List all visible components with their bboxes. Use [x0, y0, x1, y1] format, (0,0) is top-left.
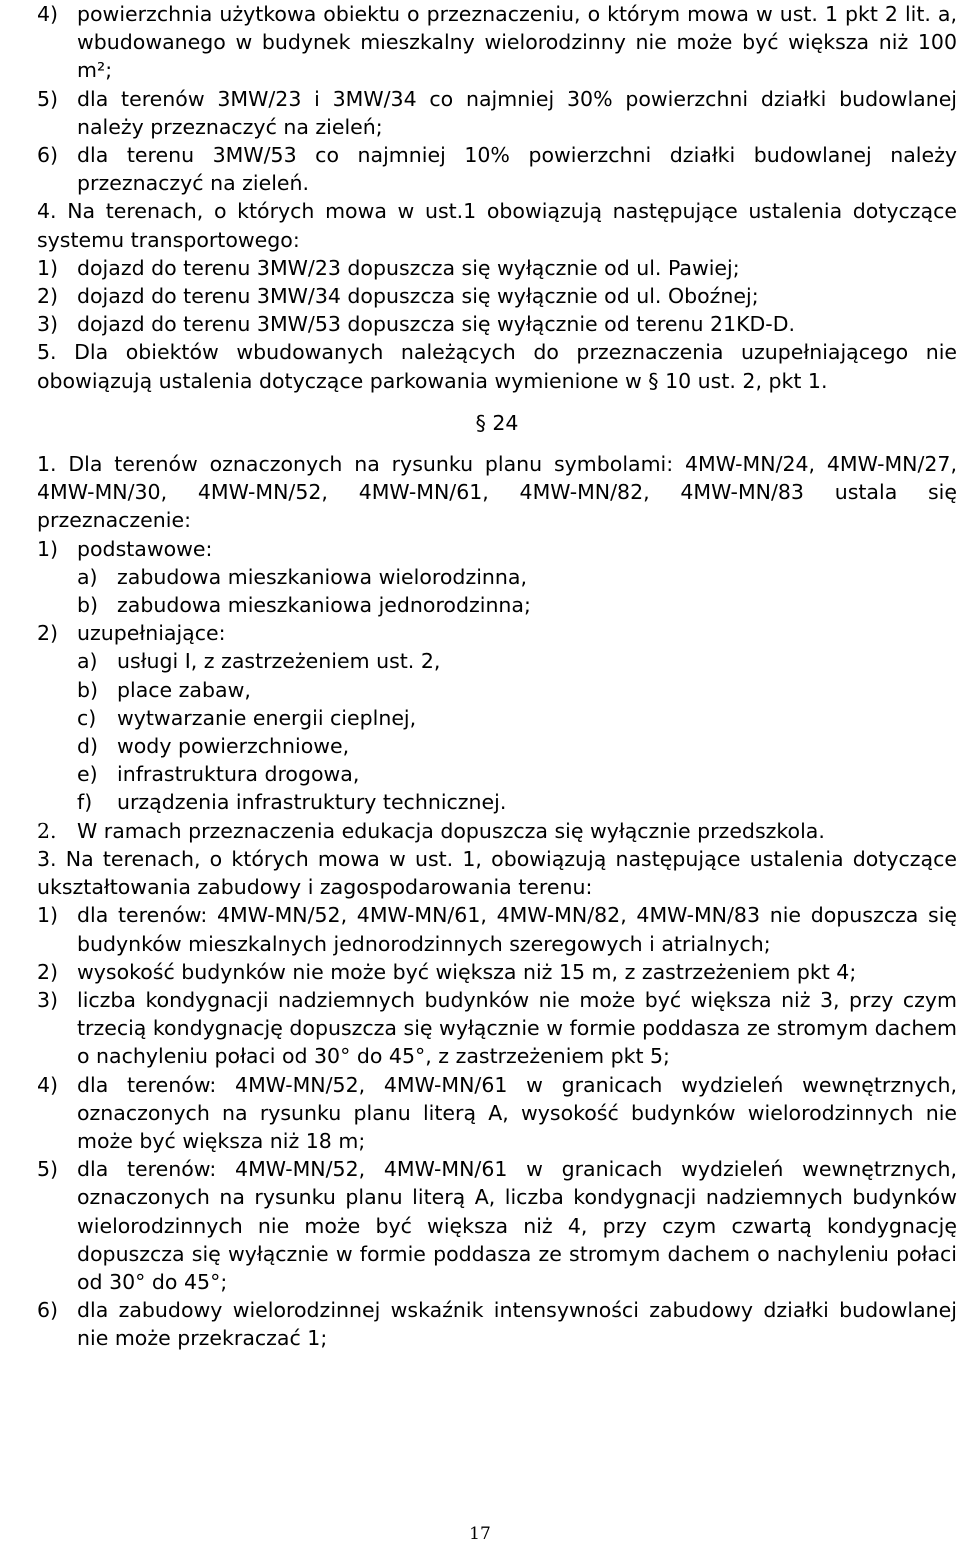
list-item	[77, 788, 957, 816]
list-item	[77, 676, 957, 704]
list-item	[37, 254, 957, 282]
item-text: powierzchnia użytkowa obiektu o przeznaczeniu, o którym mowa w ust. 1 pkt 2 lit. a, wbudowanego w budynek mieszkalny wielorodzinny nie może być większa niż 100 m²;	[77, 2, 957, 83]
list-item	[37, 141, 957, 197]
item-number: a)	[77, 649, 98, 674]
item-number: b)	[77, 593, 99, 618]
list-item	[77, 591, 957, 619]
document-body	[37, 0, 957, 1353]
item-text: infrastruktura drogowa,	[117, 762, 360, 787]
item-number: e)	[77, 762, 98, 787]
development-rules-list	[37, 901, 957, 1352]
item-number: 3)	[37, 312, 59, 337]
list-item	[37, 1155, 957, 1296]
item-text: uzupełniające:	[77, 621, 226, 646]
item-text: W ramach przeznaczenia edukacja dopuszcza się wyłącznie przedszkola.	[77, 818, 825, 843]
list-item	[37, 1296, 957, 1352]
supplementary-purpose-list	[77, 647, 957, 816]
item-text: dojazd do terenu 3MW/23 dopuszcza się wyłącznie od ul. Pawiej;	[77, 255, 740, 280]
list-item	[77, 647, 957, 675]
item-text: zabudowa mieszkaniowa wielorodzinna,	[117, 564, 527, 589]
list-item	[77, 704, 957, 732]
item-text: wytwarzanie energii cieplnej,	[117, 705, 417, 730]
list-item	[37, 0, 957, 85]
list-item	[37, 986, 957, 1071]
item-text: dojazd do terenu 3MW/53 dopuszcza się wyłącznie od terenu 21KD-D.	[77, 312, 796, 337]
list-item	[37, 282, 957, 310]
list-item	[37, 901, 957, 957]
item-text: urządzenia infrastruktury technicznej.	[117, 790, 507, 815]
list-item	[37, 1071, 957, 1156]
item-number: 4)	[37, 2, 59, 26]
list-item	[37, 619, 957, 647]
paragraph-1: 1. Dla terenów oznaczonych na rysunku planu symbolami: 4MW-MN/24, 4MW-MN/27, 4MW-MN/30, 4MW-MN/52, 4MW-MN/61, 4MW-MN/82, 4MW-MN/83 ustala się przeznaczenie:	[37, 452, 957, 533]
list-item	[37, 85, 957, 141]
paragraph-3: 3. Na terenach, o których mowa w ust. 1, obowiązują następujące ustalenia dotyczące ukształtowania zabudowy i zagospodarowania terenu:	[37, 846, 957, 900]
paragraph-2	[37, 817, 957, 845]
item-text: dojazd do terenu 3MW/34 dopuszcza się wyłącznie od ul. Oboźnej;	[77, 284, 759, 309]
item-text: dla terenów: 4MW-MN/52, 4MW-MN/61, 4MW-MN/82, 4MW-MN/83 nie dopuszcza się budynków mieszkalnych jednorodzinnych szeregowych i atrialnych;	[77, 903, 957, 956]
item-number: 2)	[37, 959, 59, 984]
item-number: 3)	[37, 987, 59, 1012]
paragraph-4: 4. Na terenach, o których mowa w ust.1 obowiązują następujące ustalenia dotyczące systemu transportowego:	[37, 199, 957, 252]
item-number: 6)	[37, 1298, 59, 1323]
list-item	[37, 535, 957, 563]
item-number: 4)	[37, 1072, 59, 1097]
item-text: place zabaw,	[117, 677, 251, 702]
list-item	[77, 760, 957, 788]
item-number: f)	[77, 790, 93, 815]
item-number: 2)	[37, 621, 59, 646]
item-text: podstawowe:	[77, 536, 213, 561]
list-item	[77, 563, 957, 591]
item-number: c)	[77, 705, 97, 730]
list-item	[77, 732, 957, 760]
item-text: dla terenów 3MW/23 i 3MW/34 co najmniej 30% powierzchni działki budowlanej należy przeznaczyć na zieleń;	[77, 86, 957, 139]
section-heading: § 24	[475, 410, 519, 435]
item-number: b)	[77, 677, 99, 702]
item-number: 6)	[37, 143, 59, 168]
item-text: wody powierzchniowe,	[117, 734, 350, 759]
list-item	[37, 310, 957, 338]
item-text: wysokość budynków nie może być większa niż 15 m, z zastrzeżeniem pkt 4;	[77, 959, 857, 984]
item-number: 1)	[37, 255, 59, 280]
item-text: dla terenów: 4MW-MN/52, 4MW-MN/61 w granicach wydzieleń wewnętrznych, oznaczonych na rysunku planu literą A, liczba kondygnacji nadziemnych budynków wielorodzinnych nie może być większa niż 4, przy czym czwartą kondygnację dopuszcza się wyłącznie w formie poddasza ze stromym dachem o nachyleniu połaci od 30° do 45°;	[77, 1157, 957, 1294]
item-number: 5)	[37, 86, 59, 111]
item-number: 2)	[37, 284, 59, 309]
paragraph-5: 5. Dla obiektów wbudowanych należących do przeznaczenia uzupełniającego nie obowiązują ustalenia dotyczące parkowania wymienione w § 10 ust. 2, pkt 1.	[37, 340, 957, 393]
item-number: 2.	[37, 818, 57, 843]
item-text: usługi I, z zastrzeżeniem ust. 2,	[117, 649, 441, 674]
item-text: zabudowa mieszkaniowa jednorodzinna;	[117, 593, 531, 618]
basic-purpose-list	[77, 563, 957, 619]
item-number: d)	[77, 734, 99, 759]
page-number: 17	[469, 1524, 491, 1544]
item-text: liczba kondygnacji nadziemnych budynków nie może być większa niż 3, przy czym trzecią kondygnację dopuszcza się wyłącznie w formie poddasza ze stromym dachem o nachyleniu połaci od 30° do 45°, z zastrzeżeniem pkt 5;	[77, 987, 957, 1069]
item-text: dla terenu 3MW/53 co najmniej 10% powierzchni działki budowlanej należy przeznaczyć na zieleń.	[77, 143, 957, 196]
item-number: 1)	[37, 903, 59, 928]
item-text: dla zabudowy wielorodzinnej wskaźnik intensywności zabudowy działki budowlanej nie może przekraczać 1;	[77, 1298, 957, 1351]
item-text: dla terenów: 4MW-MN/52, 4MW-MN/61 w granicach wydzieleń wewnętrznych, oznaczonych na rysunku planu literą A, wysokość budynków wielorodzinnych nie może być większa niż 18 m;	[77, 1072, 957, 1153]
item-number: 5)	[37, 1157, 59, 1182]
item-number: a)	[77, 564, 98, 589]
list-item	[37, 958, 957, 986]
item-number: 1)	[37, 536, 59, 561]
